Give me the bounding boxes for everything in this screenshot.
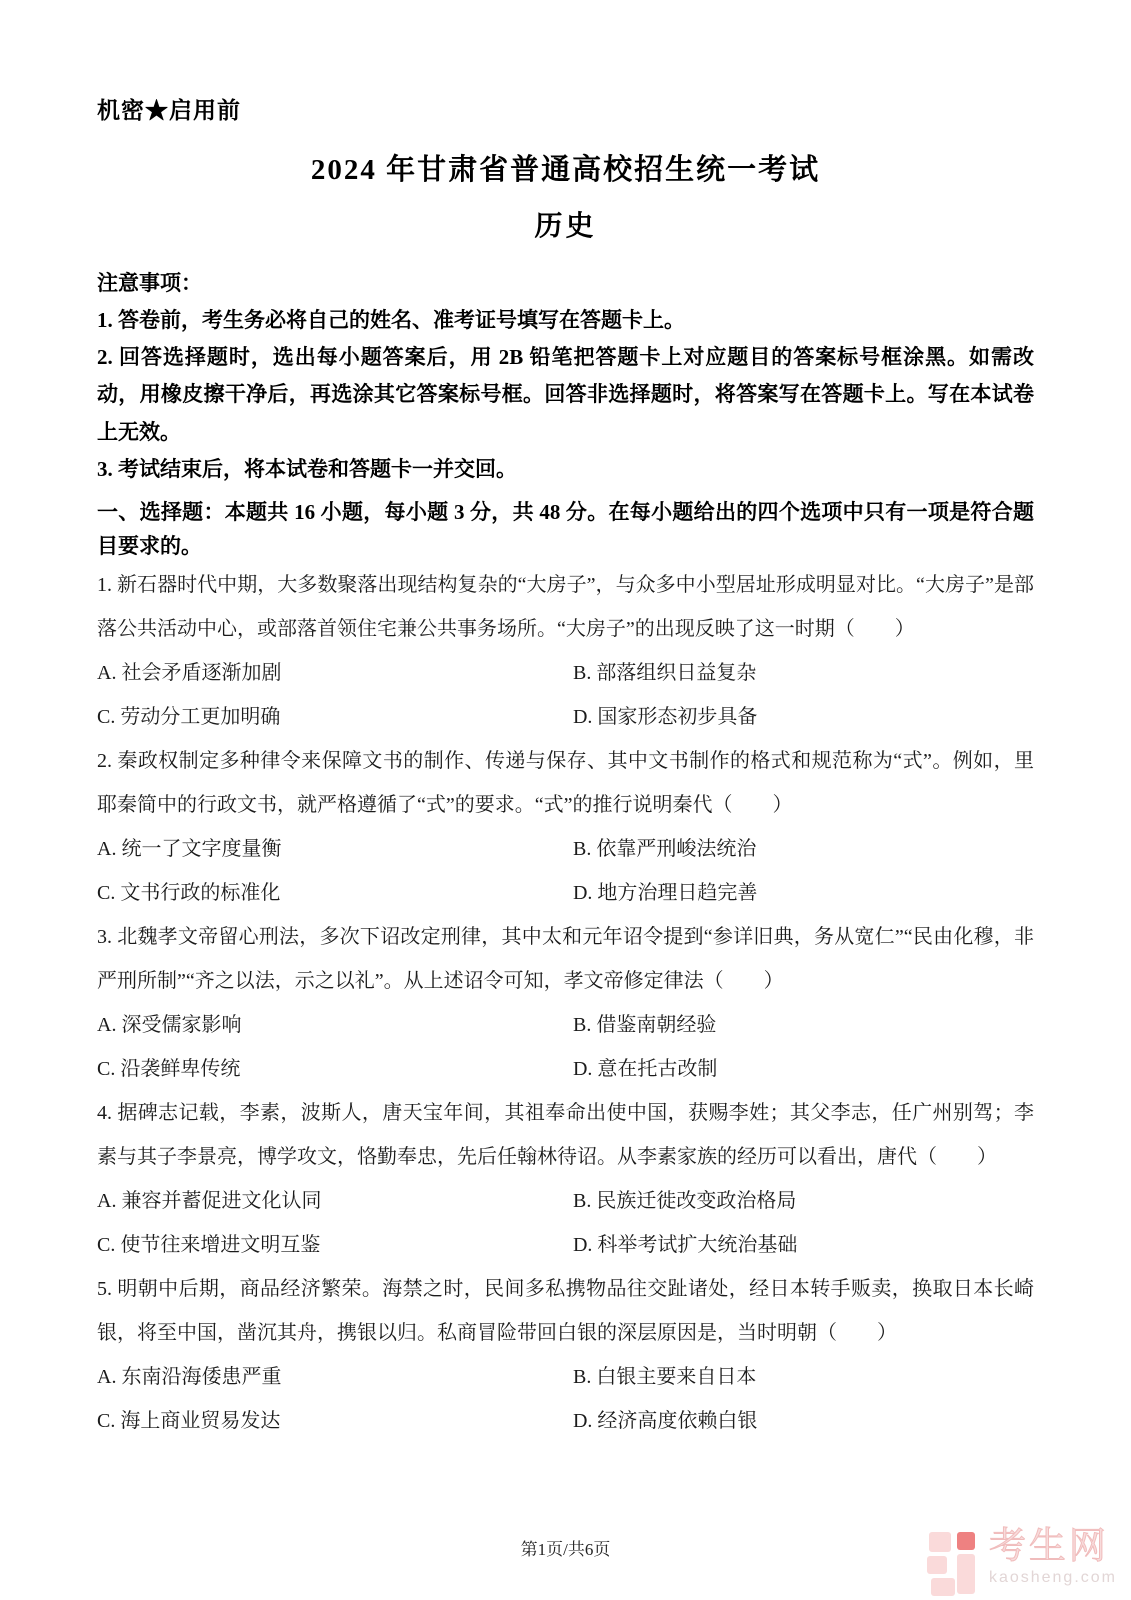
- question-1-option-c: C. 劳动分工更加明确: [97, 705, 281, 728]
- question-5-stem: 5. 明朝中后期，商品经济繁荣。海禁之时，民间多私携物品往交趾诸处，经日本转手贩卖，换取日本长崎银，将至中国，凿沉其舟，携银以归。私商冒险带回白银的深层原因是，当时明朝（ ）: [97, 1277, 1034, 1344]
- watermark-text: [989, 1528, 1117, 1587]
- question-2: [97, 739, 1034, 915]
- question-4: [97, 1091, 1034, 1267]
- page-number: 第1页/共6页: [520, 1540, 611, 1559]
- question-5: [97, 1267, 1034, 1443]
- question-4-option-d: D. 科举考试扩大统治基础: [572, 1233, 798, 1256]
- question-2-options: [97, 827, 1034, 915]
- question-5-option-a: A. 东南沿海倭患严重: [97, 1365, 282, 1388]
- classification-label: 机密★启用前: [97, 98, 241, 123]
- question-1-options: [97, 651, 1034, 739]
- notice-item-1: 1. 答卷前，考生务必将自己的姓名、准考证号填写在答题卡上。: [97, 307, 685, 332]
- question-4-option-c: C. 使节往来增进文明互鉴: [97, 1233, 321, 1256]
- question-5-options: [97, 1355, 1034, 1443]
- question-5-option-c: C. 海上商业贸易发达: [97, 1409, 281, 1432]
- question-3-option-c: C. 沿袭鲜卑传统: [97, 1057, 241, 1080]
- notice-item-2: 2. 回答选择题时，选出每小题答案后，用 2B 铅笔把答题卡上对应题目的答案标号框涂黑。如需改动，用橡皮擦干净后，再选涂其它答案标号框。回答非选择题时，将答案写在答题卡上。写在本试卷上无效。: [97, 345, 1034, 444]
- question-3-option-d: D. 意在托古改制: [572, 1057, 718, 1080]
- question-1-option-d: D. 国家形态初步具备: [572, 705, 758, 728]
- question-1-stem: 1. 新石器时代中期，大多数聚落出现结构复杂的“大房子”，与众多中小型居址形成明显对比。“大房子”是部落公共活动中心，或部落首领住宅兼公共事务场所。“大房子”的出现反映了这一时期（ ）: [97, 573, 1034, 640]
- question-5-option-b: B. 白银主要来自日本: [572, 1365, 757, 1388]
- question-5-option-d: D. 经济高度依赖白银: [572, 1409, 758, 1432]
- question-2-option-a: A. 统一了文字度量衡: [97, 837, 282, 860]
- question-1: [97, 563, 1034, 739]
- question-3: [97, 915, 1034, 1091]
- exam-title: 2024 年甘肃省普通高校招生统一考试: [310, 154, 821, 186]
- subject-title: 历史: [534, 211, 597, 242]
- question-4-option-a: A. 兼容并蓄促进文化认同: [97, 1189, 322, 1212]
- question-4-options: [97, 1179, 1034, 1267]
- question-4-stem: 4. 据碑志记载，李素，波斯人，唐天宝年间，其祖奉命出使中国，获赐李姓；其父李志，任广州别驾；李素与其子李景亮，博学攻文，恪勤奉忠，先后任翰林待诏。从李素家族的经历可以看出，唐代（ ）: [97, 1101, 1034, 1168]
- question-3-stem: 3. 北魏孝文帝留心刑法，多次下诏改定刑律，其中太和元年诏令提到“参详旧典，务从宽仁”“民由化穆，非严刑所制”“齐之以法，示之以礼”。从上述诏令可知，孝文帝修定律法（ ）: [97, 925, 1034, 992]
- section-heading: 一、选择题：本题共 16 小题，每小题 3 分，共 48 分。在每小题给出的四个选项中只有一项是符合题目要求的。: [97, 499, 1034, 558]
- question-2-option-b: B. 依靠严刑峻法统治: [572, 837, 757, 860]
- question-3-options: [97, 1003, 1034, 1091]
- question-2-option-c: C. 文书行政的标准化: [97, 881, 281, 904]
- question-1-option-b: B. 部落组织日益复杂: [572, 661, 757, 684]
- question-2-stem: 2. 秦政权制定多种律令来保障文书的制作、传递与保存、其中文书制作的格式和规范称为“式”。例如，里耶秦简中的行政文书，就严格遵循了“式”的要求。“式”的推行说明秦代（ ）: [97, 749, 1034, 816]
- question-1-option-a: A. 社会矛盾逐渐加剧: [97, 661, 282, 684]
- notice-item-3: 3. 考试结束后，将本试卷和答题卡一并交回。: [97, 457, 517, 482]
- question-3-option-a: A. 深受儒家影响: [97, 1013, 242, 1036]
- kaosheng-watermark: [927, 1528, 1117, 1596]
- watermark-site-domain: kaosheng.com: [988, 1569, 1117, 1586]
- watermark-site-name: 考生网: [988, 1526, 1109, 1567]
- kaosheng-logo-icon: [927, 1528, 979, 1596]
- notice-heading: 注意事项：: [97, 271, 202, 295]
- question-2-option-d: D. 地方治理日趋完善: [572, 881, 758, 904]
- question-4-option-b: B. 民族迁徙改变政治格局: [572, 1189, 797, 1212]
- question-3-option-b: B. 借鉴南朝经验: [572, 1013, 717, 1036]
